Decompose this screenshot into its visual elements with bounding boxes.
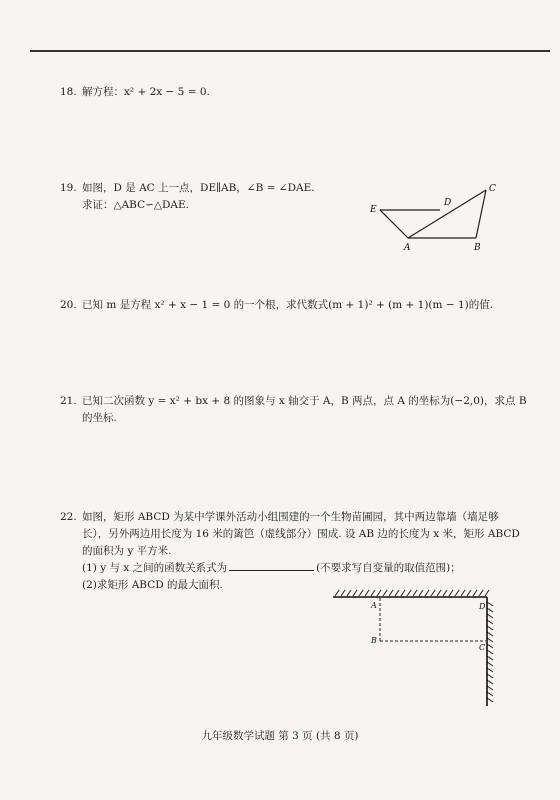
- question-text: 已知 m 是方程 x² + x − 1 = 0 的一个根，求代数式(m + 1)² + (m + 1)(m − 1)的值.: [82, 299, 494, 311]
- page-footer: 九年级数学试题 第 3 页 (共 8 页): [201, 730, 359, 742]
- label-b: B: [371, 636, 377, 645]
- label-a: A: [404, 243, 411, 253]
- question-21: [60, 393, 527, 427]
- question-number: 20.: [60, 299, 77, 311]
- question-text-line2: 的坐标.: [82, 412, 117, 424]
- question-22: [60, 509, 520, 594]
- answer-blank: [229, 560, 314, 571]
- label-b: B: [474, 243, 481, 253]
- label-a: A: [371, 601, 377, 610]
- part-2-text: (2)求矩形 ABCD 的最大面积.: [82, 579, 223, 591]
- triangle-figure: [368, 182, 508, 262]
- question-number: 19.: [60, 182, 77, 194]
- label-d: D: [479, 602, 486, 611]
- top-wall-hatching: [335, 590, 489, 596]
- question-text-line1: 如图，D 是 AC 上一点，DE∥AB，∠B = ∠DAE.: [82, 182, 315, 194]
- question-number: 18.: [60, 86, 77, 98]
- label-c: C: [479, 643, 486, 652]
- question-20: [60, 297, 493, 314]
- question-text: 解方程：x² + 2x − 5 = 0.: [82, 86, 210, 98]
- right-wall-hatching: [487, 602, 493, 702]
- question-18: [60, 84, 210, 101]
- question-number: 22.: [60, 511, 77, 523]
- part-1-prefix: (1) y 与 x 之间的函数关系式为: [82, 562, 228, 574]
- garden-figure: [325, 588, 495, 708]
- segment-ea: [380, 210, 408, 238]
- segment-cb: [476, 190, 486, 238]
- question-text-line2: 长），另外两边用长度为 16 米的篱笆（虚线部分）围成. 设 AB 边的长度为 x 米，矩形 ABCD: [82, 528, 520, 540]
- part-1-suffix: (不要求写自变量的取值范围)；: [316, 562, 461, 574]
- label-c: C: [489, 184, 496, 194]
- question-text-line2: 求证：△ABC∽△DAE.: [82, 199, 189, 211]
- question-text-line1: 已知二次函数 y = x² + bx + 8 的图象与 x 轴交于 A，B 两点，点 A 的坐标为(−2,0)，求点 B: [82, 395, 527, 407]
- label-d: D: [444, 198, 452, 208]
- question-text-line3: 的面积为 y 平方米.: [82, 545, 172, 557]
- question-number: 21.: [60, 395, 77, 407]
- header-rule: [30, 50, 550, 52]
- question-text-line1: 如图，矩形 ABCD 为某中学课外活动小组围建的一个生物苗圃园，其中两边靠墙（墙足够: [82, 511, 499, 523]
- question-19: [60, 180, 315, 214]
- label-e: E: [370, 205, 377, 215]
